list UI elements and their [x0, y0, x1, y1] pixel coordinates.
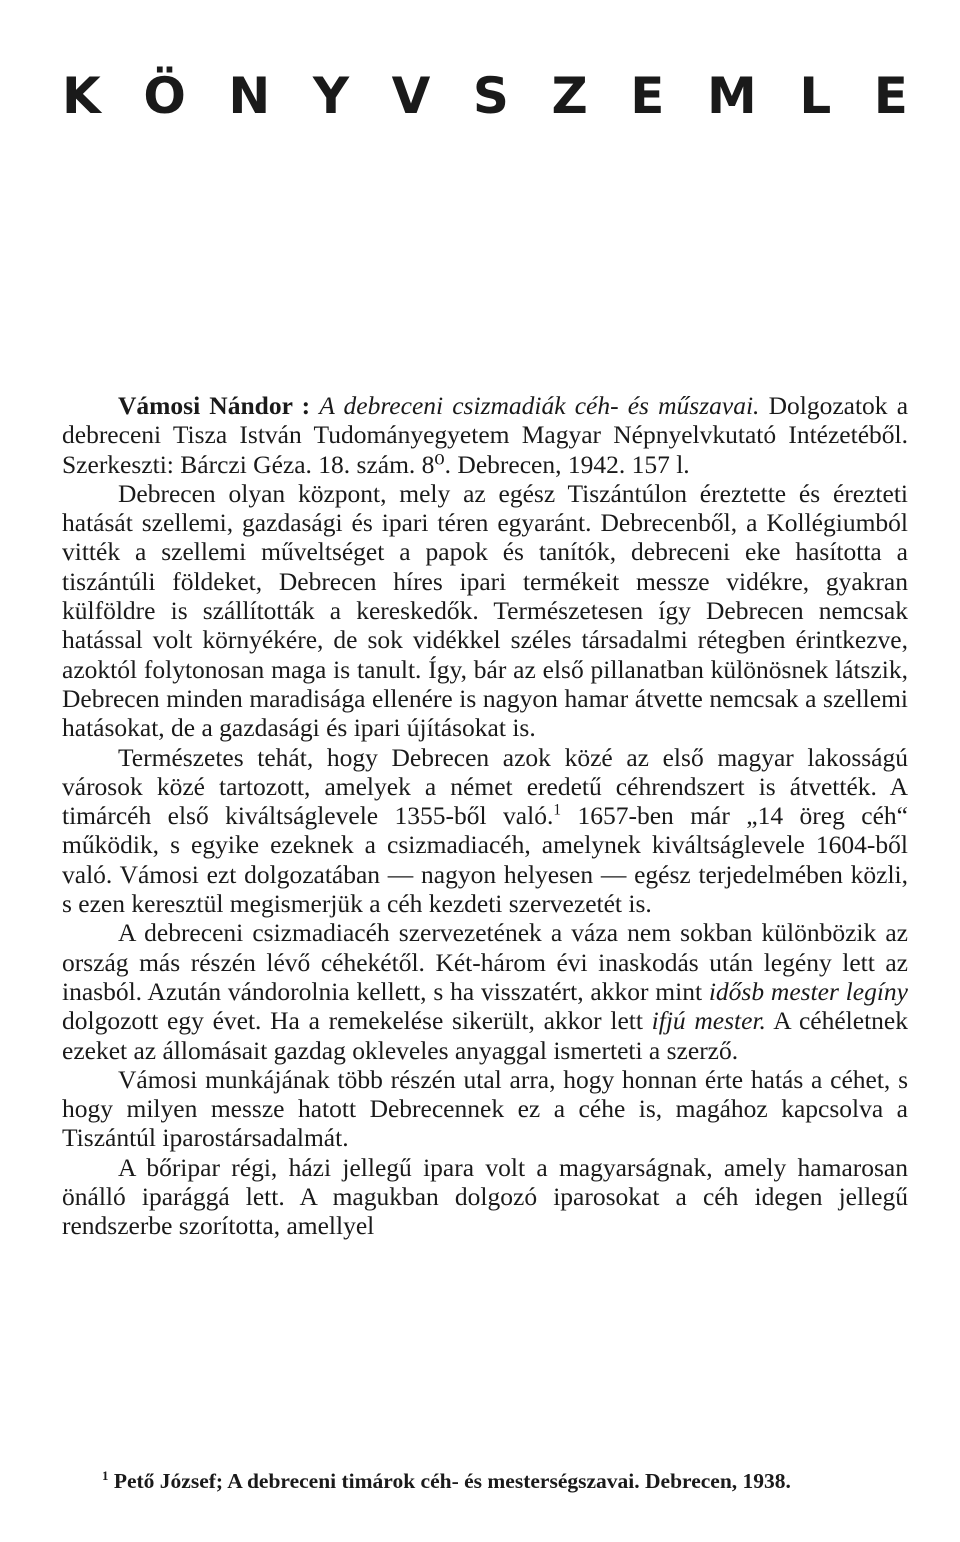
section-heading-letter: L — [799, 67, 832, 125]
footnote-marker: 1 — [102, 1468, 109, 1483]
review-citation — [62, 391, 908, 479]
footnote-reference: 1 — [553, 801, 561, 819]
review-paragraph-3-text: A debreceni csizmadiacéh szervezetének a váza nem sokban különbözik az ország más részén lévő céhekétől. Két-három évi inaskodás után legény lett az inasból. Azután vándorolnia kellett, s ha visszatért, akkor mint — [62, 918, 908, 1006]
section-heading-letter: V — [391, 67, 431, 125]
section-heading-letter: Ö — [143, 67, 186, 125]
review-author: Vámosi Nándor : — [118, 391, 311, 420]
review-paragraph-3-cont: dolgozott egy évet. Ha a remekelése sikerült, akkor lett — [62, 1006, 643, 1036]
review-bibliography: Dolgozatok a debreceni Tisza István Tudományegyetem Magyar Népnyelvkutató Intézetéből. Szerkeszti: Bárczi Géza. 18. szám. 8⁰. Debrecen, 1942. 157 l. — [62, 391, 909, 479]
footnotes — [62, 1468, 908, 1495]
review-body — [62, 391, 908, 1241]
review-paragraph-2-cont: 1657-ben már „14 öreg céh“ működik, s egyike ezeknek a csizmadiacéh, amelynek kiváltságlevele 1604-ből való. Vámosi ezt dolgozatában — nagyon helyesen — egész terjedelmében közli, s ezen keresztül megismerjük a céh kezdeti szervezetét is. — [62, 801, 909, 919]
section-heading — [62, 66, 908, 126]
section-heading-letter: E — [873, 67, 908, 125]
section-heading-letter: S — [472, 67, 509, 125]
review-paragraph-5: A bőripar régi, házi jellegű ipara volt a magyarságnak, amely hamarosan önálló iparággá lett. A magukban dolgozó iparosokat a céh idegen jellegű rendszerbe szorította, amellyel — [62, 1152, 908, 1241]
term-ifju-mester: ifjú mester. — [651, 1006, 766, 1036]
section-heading-letter: N — [228, 67, 271, 125]
review-paragraph-3 — [62, 918, 908, 1064]
section-heading-letter: Y — [312, 67, 350, 125]
review-paragraph-2-text: Természetes tehát, hogy Debrecen azok közé az első magyar lakosságú városok közé tartozott, amelyek a német eredetű céhrendszert is átvették. A timárcéh első kiváltságlevele 1355-ből való. — [62, 742, 908, 831]
section-heading-letter: M — [706, 67, 757, 125]
review-paragraph-1: Debrecen olyan központ, mely az egész Tiszántúlon éreztette és érezteti hatását szellemi, gazdasági és ipari téren egyaránt. Debrecenből, a Kollégiumból vitték a szellemi műveltséget a papok és tanítók, debreceni eke hasította a tiszántúli földeket, Debrecen híres ipari termékeit messze vidékre, gyakran külföldre is szállították a kereskedők. Természetesen így Debrecen nemcsak hatással volt környékére, de sok vidékkel széles társadalmi rétegben érintkezve, azoktól folytonosan maga is tanult. Így, bár az első pillanatban különösnek látszik, Debrecen minden maradisága ellenére is nagyon hamar átvette nemcsak a szellemi hatásokat, de a gazdasági és ipari újításokat is. — [62, 478, 908, 743]
section-heading-letter: K — [62, 67, 101, 125]
review-book-title: A debreceni csizmadiák céh- és műszavai. — [319, 391, 760, 420]
review-paragraph-3-end: A céhéletnek ezeket az állomásait gazdag okleveles anyaggal ismerteti a szerző. — [62, 1006, 908, 1065]
term-idosb-mester-leginy: idősb mester legíny — [708, 976, 908, 1006]
footnote-text: Pető József; A debreceni timárok céh- és mesterségszavai. Debrecen, 1938. — [113, 1469, 791, 1493]
section-heading-letter: Z — [551, 67, 588, 125]
footnote-1 — [62, 1468, 908, 1495]
section-heading-letters — [62, 66, 908, 126]
review-paragraph-2 — [62, 743, 908, 919]
section-heading-letter: E — [630, 67, 665, 125]
review-paragraph-4: Vámosi munkájának több részén utal arra, hogy honnan érte hatás a céhet, s hogy milyen messze hatott Debrecennek ez a céhe is, magához kapcsolva a Tiszántúl iparostársadalmát. — [62, 1064, 908, 1153]
